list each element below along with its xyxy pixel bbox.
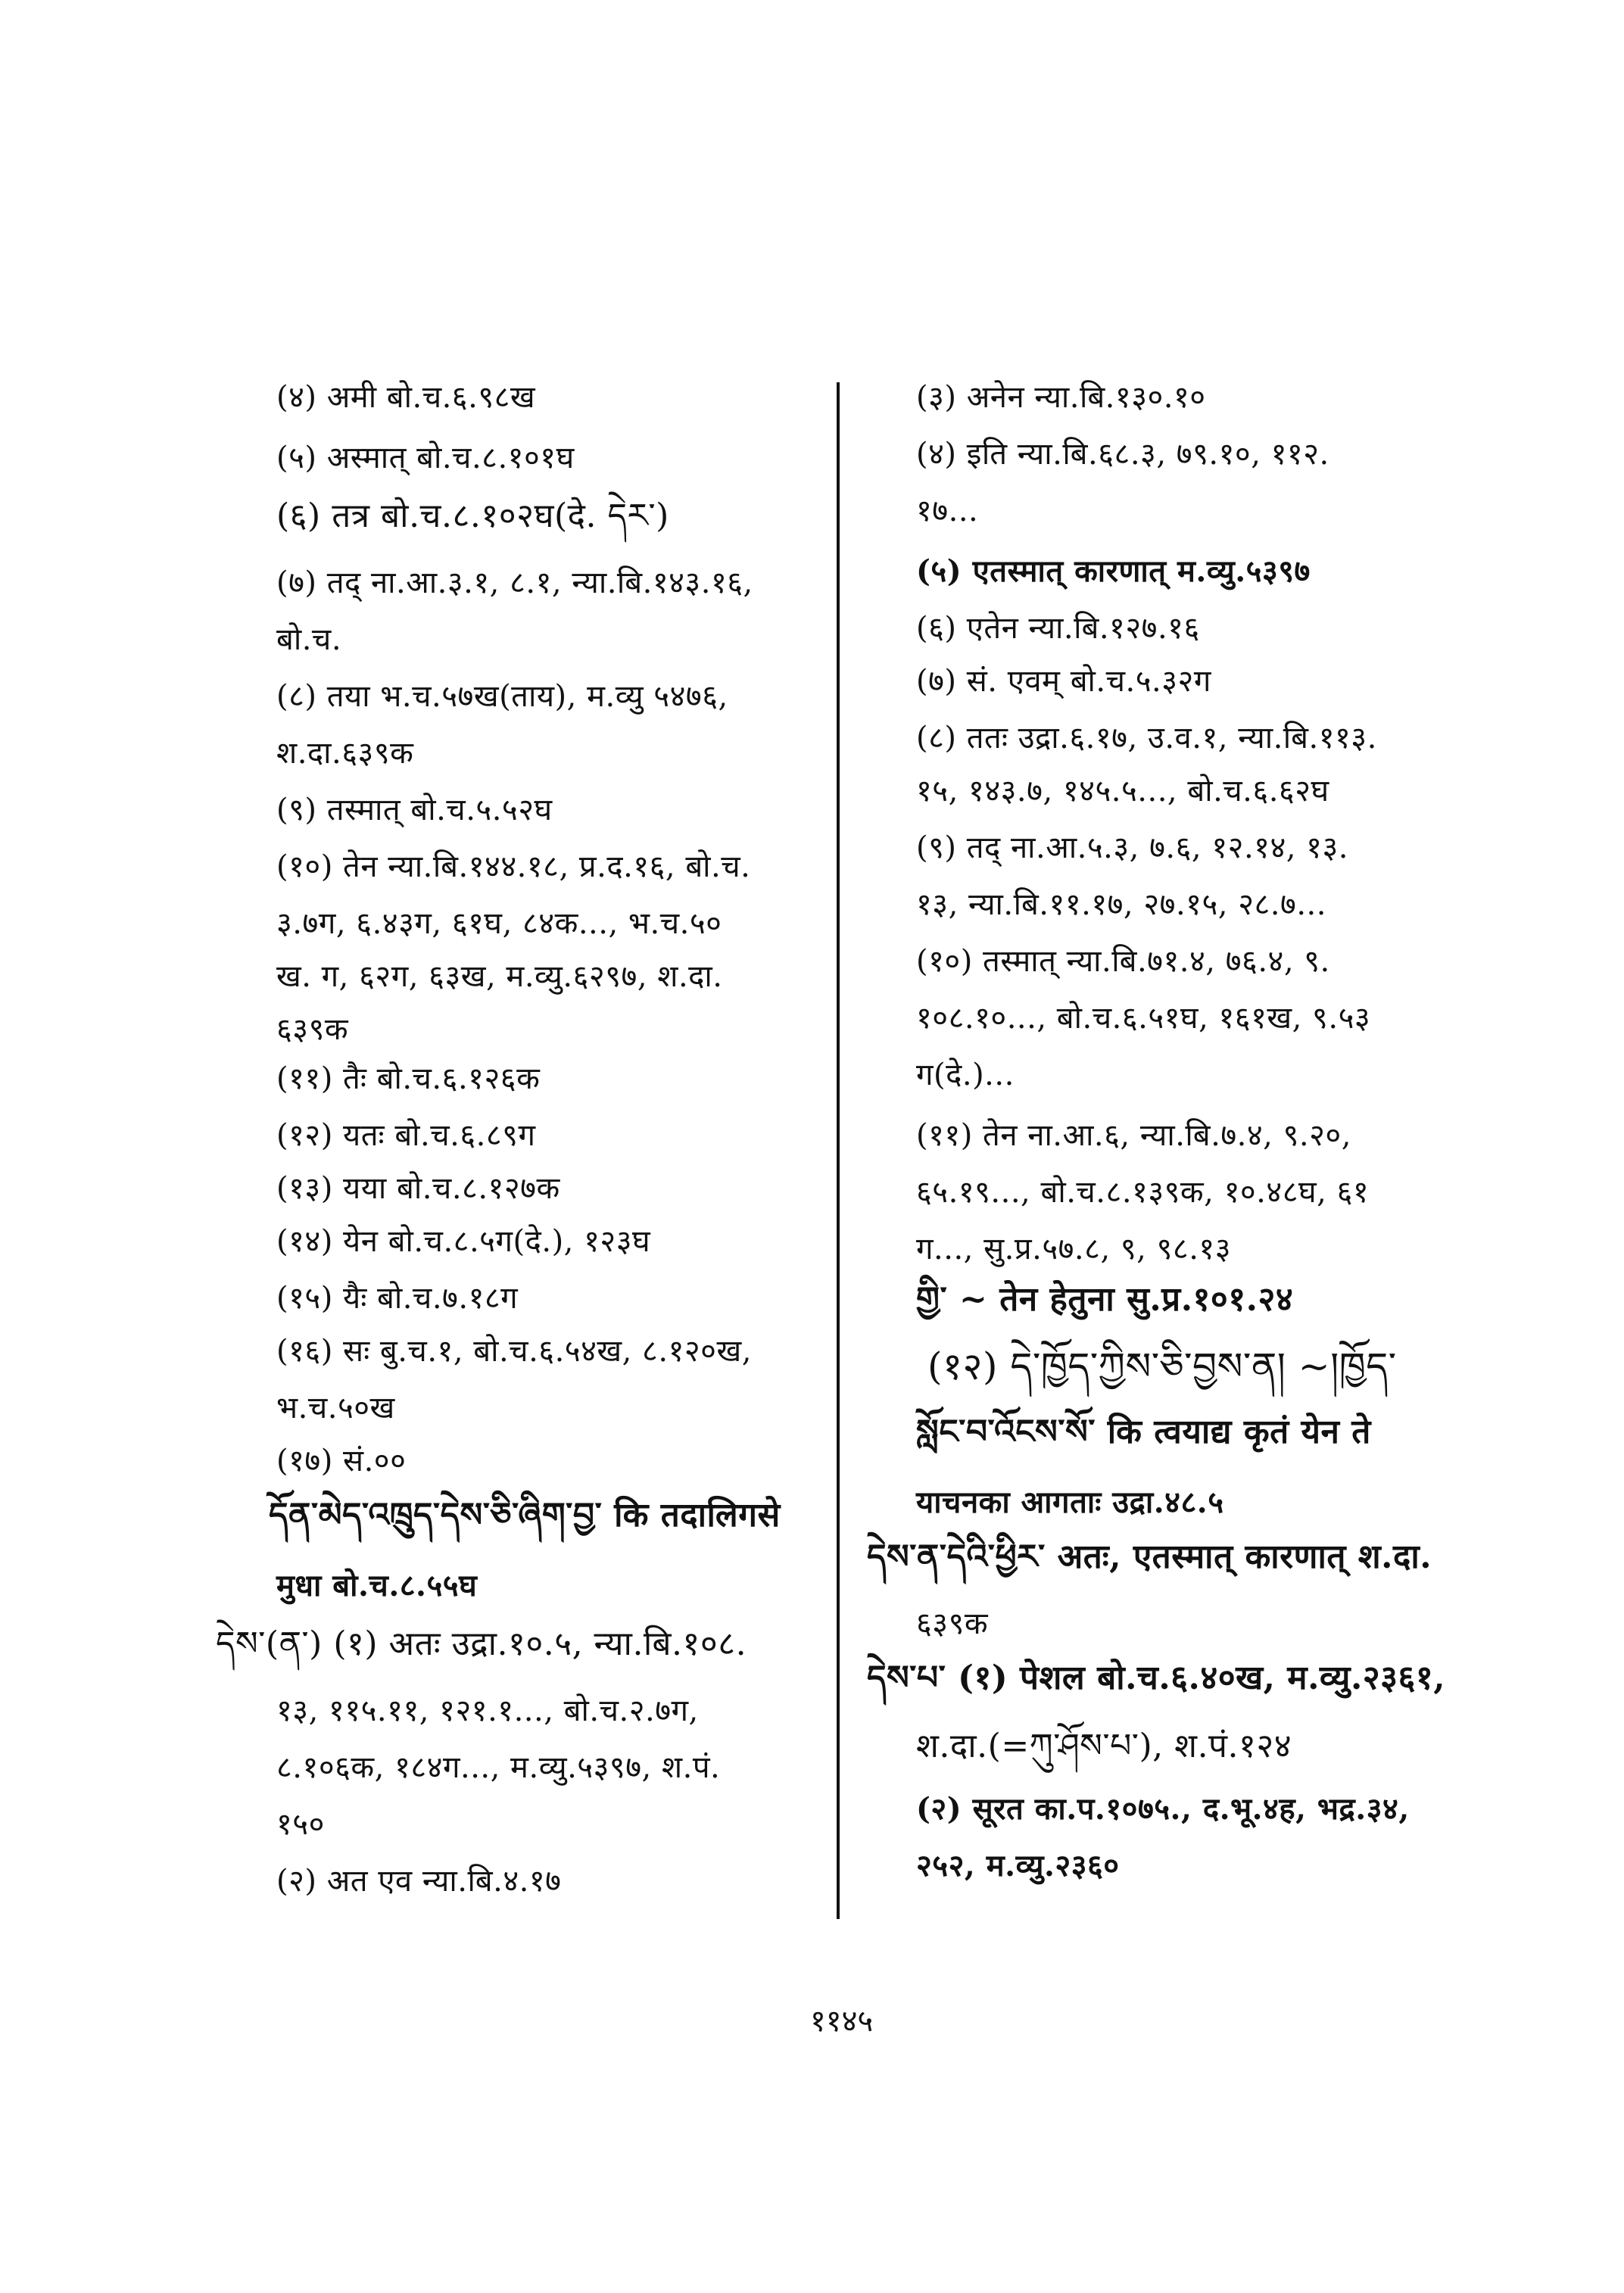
text-line: १७... <box>916 494 979 528</box>
text-line: (९) तस्मात् बो.च.५.५२घ <box>276 793 553 827</box>
text-line: (३) अनेन न्या.बि.१३०.१० <box>916 380 1206 415</box>
text-line: (१५) यैः बो.च.७.१८ग <box>276 1281 519 1316</box>
text-line: ग(दे.)... <box>916 1058 1015 1092</box>
text-line: श.दा.६३९क <box>276 736 414 771</box>
text-line: १०८.१०..., बो.च.६.५१घ, १६१ख, ९.५३ <box>916 1001 1371 1036</box>
text-line: (१४) येन बो.च.८.५ग(दे.), १२३घ <box>276 1224 651 1259</box>
text-line: मुधा बो.च.८.५५घ <box>276 1568 478 1603</box>
tibetan-headword: དོན་མེད་འཁྲུད་དེས་ཅི་ཞིག་བྱ་ कि तदालिगसे <box>269 1496 781 1534</box>
text-line: १३, ११५.११, १२१.१..., बो.च.२.७ग, <box>276 1693 699 1728</box>
text-line: (१३) यया बो.च.८.१२७क <box>276 1171 560 1206</box>
text-line: ८.१०६क, १८४ग..., म.व्यु.५३९७, श.पं. <box>276 1750 721 1785</box>
text-line: (७) तद् ना.आ.३.१, ८.१, न्या.बि.१४३.१६, <box>276 565 753 600</box>
text-line: (८) तया भ.च.५७ख(ताय), म.व्यु ५४७६, <box>276 679 728 714</box>
text-line: भ.च.५०ख <box>276 1391 395 1425</box>
text-line: ६३९क <box>916 1606 989 1641</box>
text-line: (८) ततः उद्रा.६.१७, उ.व.१, न्या.बि.११३. <box>916 721 1377 756</box>
text-line: (२) अत एव न्या.बि.४.१७ <box>276 1864 562 1899</box>
text-line: (७) सं. एवम् बो.च.५.३२ग <box>916 664 1211 699</box>
text-line: (१२) यतः बो.च.६.८९ग <box>276 1118 536 1153</box>
text-line: (१०) तस्मात् न्या.बि.७१.४, ७६.४, ९. <box>916 944 1330 979</box>
text-line: याचनका आगताः उद्रा.४८.५ <box>916 1485 1224 1520</box>
text-line: (१६) सः बु.च.१, बो.च.६.५४ख, ८.१२०ख, <box>276 1334 752 1369</box>
text-line: १५० <box>276 1807 325 1842</box>
text-line: २५२, म.व्यु.२३६० <box>916 1848 1120 1883</box>
text-line: གྱི་ ~ तेन हेतुना सु.प्र.१०१.२४ <box>916 1280 1294 1319</box>
text-line: ग..., सु.प्र.५७.८, ९, ९८.१३ <box>916 1232 1232 1266</box>
text-line: (५) एतस्मात् कारणात् म.व्यु.५३९७ <box>916 553 1311 589</box>
text-line: १३, न्या.बि.११.१७, २७.१५, २८.७... <box>916 887 1326 922</box>
column-divider <box>837 382 840 1919</box>
text-line: སློང་བ་འོངས་སོ་ कि त्वयाद्य कृतं येन ते <box>916 1413 1371 1451</box>
text-line: (६) एतेन न्या.बि.१२७.१६ <box>916 611 1200 646</box>
page-number: ११४५ <box>810 2004 874 2039</box>
text-line: (११) तैः बो.च.६.१२६क <box>276 1061 541 1096</box>
text-line: ६५.१९..., बो.च.८.१३९क, १०.४८घ, ६१ <box>916 1175 1370 1210</box>
text-line: (१७) सं.०० <box>276 1444 407 1478</box>
text-line: (११) तेन ना.आ.६, न्या.बि.७.४, ९.२०, <box>916 1118 1351 1153</box>
tibetan-headword: དེས་པ་ (१) पेशल बो.च.६.४०ख, म.व्यु.२३६१, <box>867 1659 1446 1697</box>
text-line: ३.७ग, ६.४३ग, ६१घ, ८४क..., भ.च.५० <box>276 906 722 941</box>
text-line: बो.च. <box>276 622 342 657</box>
text-line: (६) तत्र बो.च.८.१०२घ(दे. དེར་) <box>276 497 669 535</box>
text-line: (४) अमी बो.च.६.९८ख <box>276 380 536 415</box>
text-line: (१०) तेन न्या.बि.१४४.१८, प्र.द.१६, बो.च. <box>276 849 751 884</box>
tibetan-headword: དེས་(ན་) (१) अतः उद्रा.१०.५, न्या.बि.१०८. <box>216 1625 747 1663</box>
text-line: ख. ग, ६२ग, ६३ख, म.व्यु.६२९७, श.दा. <box>276 959 723 994</box>
text-line: श.दा.(=ཀུ་ཤོས་པ་), श.पं.१२४ <box>916 1727 1292 1765</box>
text-line: (९) तद् ना.आ.५.३, ७.६, १२.१४, १३. <box>916 830 1348 865</box>
tibetan-headword: དེས་ན་དེའི་ཕྱིར་ अतः, एतस्मात् कारणात् श.दा. <box>867 1537 1432 1576</box>
text-line: १५, १४३.७, १४५.५..., बो.च.६.६२घ <box>916 774 1329 808</box>
text-line: (२) सूरत का.प.१०७५., द.भू.४ह, भद्र.३४, <box>916 1791 1410 1827</box>
text-line: (१२) དེ་ཁྱོད་ཀྱིས་ཅི་བྱས་ན། ~།ཁྱོད་ <box>927 1344 1397 1388</box>
text-line: (५) अस्मात् बो.च.८.१०१घ <box>276 441 575 475</box>
text-line: (४) इति न्या.बि.६८.३, ७९.१०, ११२. <box>916 437 1329 472</box>
text-line: ६३९क <box>276 1012 349 1047</box>
